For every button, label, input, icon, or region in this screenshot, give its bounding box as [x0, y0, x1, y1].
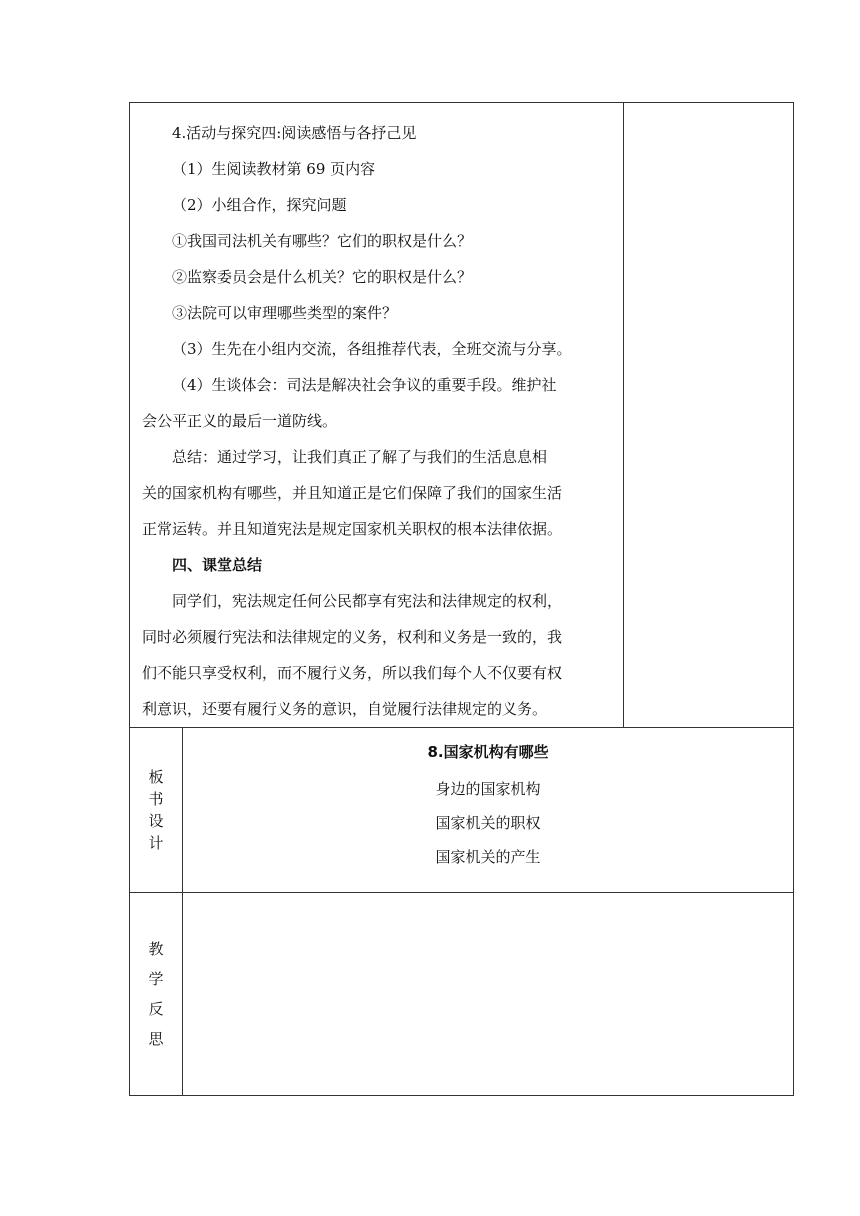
reflection-label-char: 反	[148, 1000, 164, 1018]
board-item: 国家机关的职权	[435, 814, 541, 832]
notes-cell	[624, 103, 794, 728]
class-summary-line-2: 同时必须履行宪法和法律规定的义务，权利和义务是一致的，我	[142, 628, 563, 646]
reflection-row	[130, 893, 794, 1096]
reflection-content	[183, 893, 794, 1096]
question-1: ①我国司法机关有哪些？它们的职权是什么？	[172, 232, 473, 250]
reflection-label-char: 思	[148, 1030, 164, 1048]
activity-content-cell	[130, 103, 624, 728]
board-design-label	[130, 728, 183, 893]
activity-step-4-line-1: （4）生谈体会：司法是解决社会争议的重要手段。维护社	[172, 376, 557, 394]
activity-step-4-line-2: 会公平正义的最后一道防线。	[142, 412, 338, 430]
class-summary-line-1: 同学们，宪法规定任何公民都享有宪法和法律规定的权利，	[172, 592, 563, 610]
reflection-label-char: 教	[148, 940, 164, 958]
question-3: ③法院可以审理哪些类型的案件？	[172, 304, 398, 322]
summary-line-2: 关的国家机构有哪些，并且知道正是它们保障了我们的国家生活	[142, 484, 563, 502]
board-design-row	[130, 728, 794, 893]
board-design-content	[183, 728, 794, 893]
question-2: ②监察委员会是什么机关？它的职权是什么？	[172, 268, 473, 286]
board-label-char: 板	[148, 768, 164, 786]
board-label-char: 设	[148, 812, 164, 830]
board-item: 国家机关的产生	[435, 848, 541, 866]
lesson-plan-table	[129, 102, 794, 1096]
activity-row	[130, 103, 794, 728]
board-label-char: 书	[148, 790, 164, 808]
class-summary-heading: 四、课堂总结	[172, 556, 263, 574]
activity-step-3: （3）生先在小组内交流，各组推荐代表，全班交流与分享。	[172, 340, 572, 358]
activity-title: 4.活动与探究四:阅读感悟与各抒己见	[172, 124, 417, 142]
activity-step-1: （1）生阅读教材第 69 页内容	[172, 160, 376, 178]
activity-step-2: （2）小组合作，探究问题	[172, 196, 347, 214]
summary-line-1: 总结：通过学习，让我们真正了解了与我们的生活息息相	[172, 448, 548, 466]
summary-line-3: 正常运转。并且知道宪法是规定国家机关职权的根本法律依据。	[142, 520, 563, 538]
board-title: 8.国家机构有哪些	[427, 743, 549, 761]
class-summary-line-3: 们不能只享受权利，而不履行义务，所以我们每个人不仅要有权	[142, 664, 563, 682]
board-label-char: 计	[148, 834, 164, 852]
reflection-label-char: 学	[148, 970, 164, 988]
reflection-label	[130, 893, 183, 1096]
class-summary-line-4: 利意识，还要有履行义务的意识，自觉履行法律规定的义务。	[142, 700, 548, 718]
board-item: 身边的国家机构	[435, 780, 541, 798]
